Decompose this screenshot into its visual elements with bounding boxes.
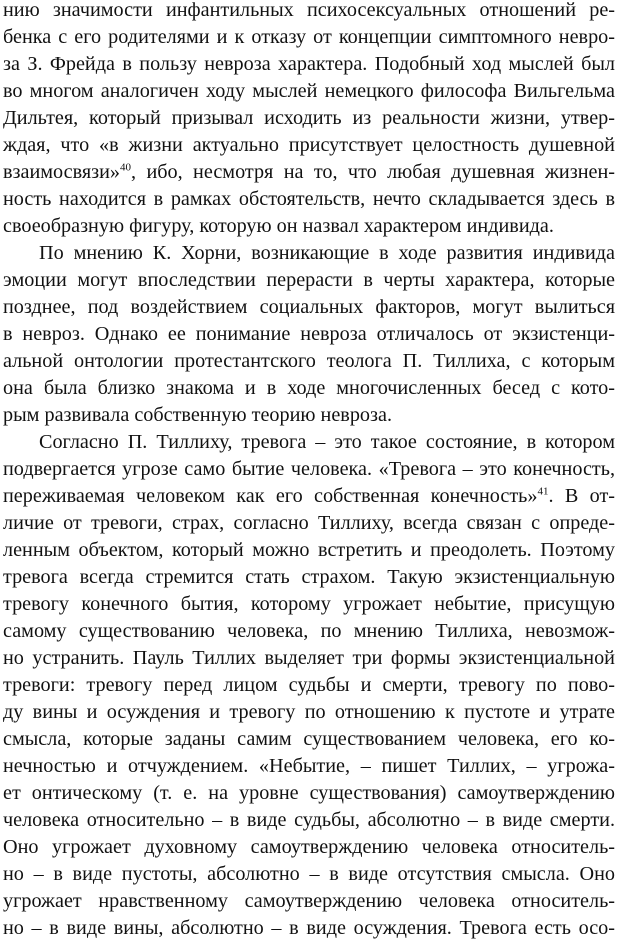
text-line: бенка с его родителями и к отказу от концепции симптомного невро- <box>3 26 615 48</box>
text-line: тревога всегда стремится стать страхом. Такую экзистенциальную <box>3 566 615 588</box>
text-line: человека относительно – в виде судьбы, абсолютно – в виде смерти. <box>3 809 615 831</box>
text-line: нию значимости инфантильных психосексуальных отношений ре- <box>3 0 615 21</box>
text-line: самому существованию человека, по мнению Тиллиха, невозмож- <box>3 620 615 642</box>
text-line: своеобразную фигуру, которую он назвал характером индивида. <box>3 215 554 237</box>
text-line: подвергается угрозе само бытие человека. «Тревога – это конечность, <box>3 458 615 480</box>
text-line: личие от тревоги, страх, согласно Тиллиху, всегда связан с опреде- <box>3 512 615 534</box>
line-part: взаимосвязи» <box>3 161 121 183</box>
text-line: Дильтея, который призывал исходить из реальности жизни, утвер- <box>3 107 615 129</box>
text-line: тревоги: тревогу перед лицом судьбы и смерти, тревогу по пово- <box>3 674 615 696</box>
line-part: , <box>131 161 137 183</box>
footnote-ref-41[interactable]: 41 <box>537 485 549 498</box>
text-line: Оно угрожает духовному самоутверждению человека относитель- <box>3 836 615 858</box>
text-line: смысла, которые заданы самим существованием человека, его ко- <box>3 728 615 750</box>
text-line: рым развивала собственную теорию невроза. <box>3 404 393 426</box>
text-line: ждая, что «в жизни актуально присутствует целостность душевной <box>3 134 615 156</box>
text-line: Согласно П. Тиллиху, тревога – это такое состояние, в котором <box>39 431 615 453</box>
text-line: но – в виде вины, абсолютно – в виде осуждения. Тревога есть осо- <box>3 917 615 939</box>
text-line: нечностью и отчуждением. «Небытие, – пишет Тиллих, – угрожа- <box>3 755 615 777</box>
text-line: угрожает нравственному самоутверждению человека относитель- <box>3 890 615 912</box>
text-line: за З. Фрейда в пользу невроза характера. Подобный ход мыслей был <box>3 53 615 75</box>
text-line: тревогу конечного бытия, которому угрожает небытие, присущую <box>3 593 615 615</box>
text-line <box>3 159 615 186</box>
line-part: . В от- <box>548 485 616 507</box>
text-line <box>3 483 615 510</box>
text-line: позднее, под воздействием социальных факторов, могут вылиться <box>3 296 615 318</box>
text-line: ность находится в рамках обстоятельств, нечто складывается здесь в <box>3 188 615 210</box>
text-line: она была близко знакома и в ходе многочисленных бесед с кото- <box>3 377 615 399</box>
footnote-ref-40[interactable]: 40 <box>120 161 132 174</box>
text-line: По мнению К. Хорни, возникающие в ходе развития индивида <box>39 242 615 264</box>
text-line: ленным объектом, который можно встретить и преодолеть. Поэтому <box>3 539 615 561</box>
text-line: в невроз. Однако ее понимание невроза отличалось от экзистенци- <box>3 323 615 345</box>
line-part: ибо, несмотря на то, что любая душевная жизнен- <box>146 161 616 183</box>
text-line: ду вины и осуждения и тревогу по отношению к пустоте и утрате <box>3 701 615 723</box>
text-line: но – в виде пустоты, абсолютно – в виде отсутствия смысла. Оно <box>3 863 615 885</box>
text-line: эмоции могут впоследствии перерасти в черты характера, которые <box>3 269 615 291</box>
line-part: переживаемая человеком как его собственная конечность» <box>3 485 538 507</box>
text-line: но устранить. Пауль Тиллих выделяет три формы экзистенциальной <box>3 647 615 669</box>
text-line: ет онтическому (т. е. на уровне существования) самоутверждению <box>3 782 615 804</box>
text-line: альной онтологии протестантского теолога П. Тиллиха, с которым <box>3 350 615 372</box>
text-line: во многом аналогичен ходу мыслей немецкого философа Вильгельма <box>3 80 615 102</box>
